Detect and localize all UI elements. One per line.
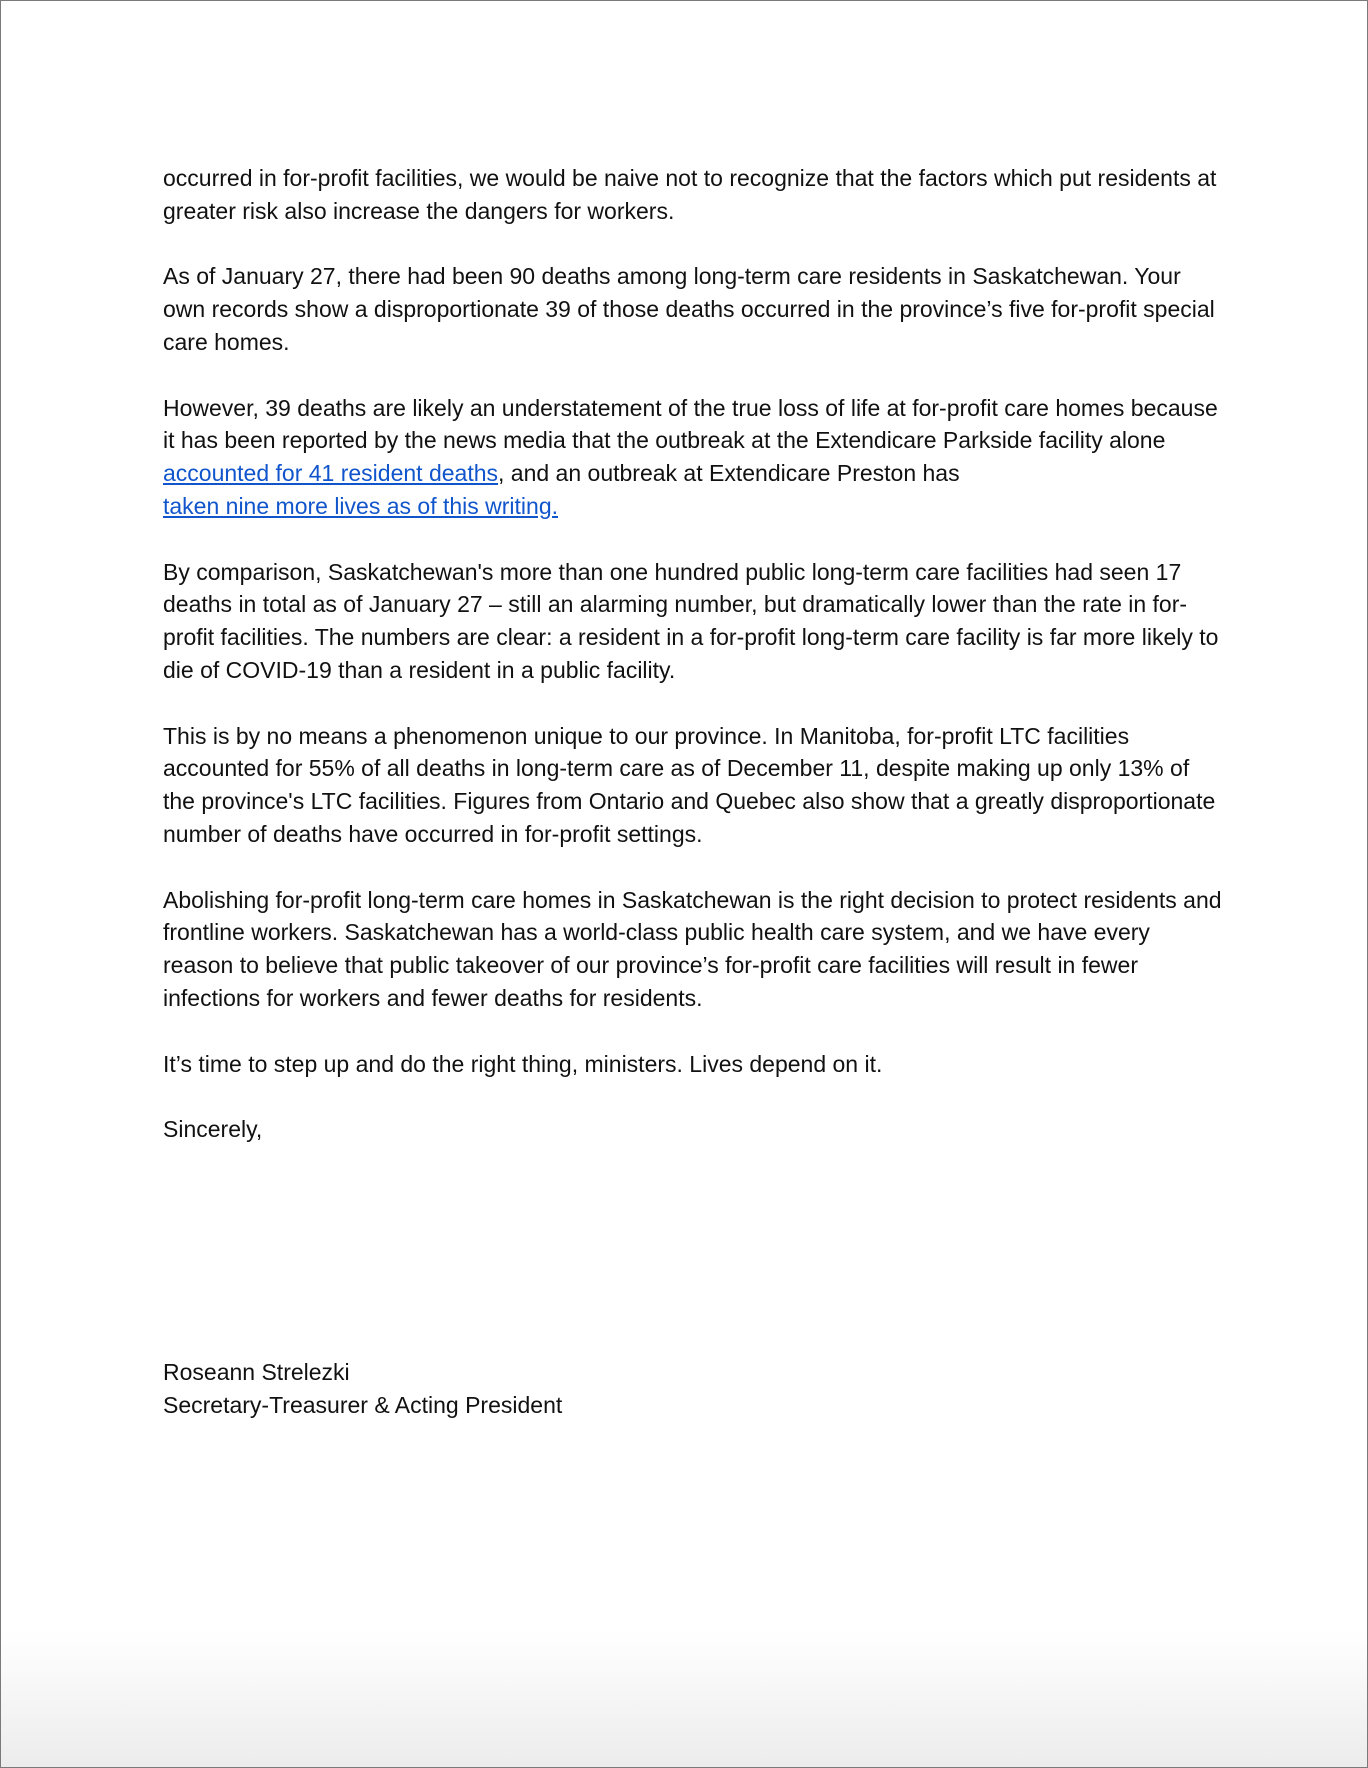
paragraph-5: This is by no means a phenomenon unique to our province. In Manitoba, for-profit LTC facilities accounted for 55% of all deaths in long-term care as of December 11, despite making up only 13% of the province's LTC facilities. Figures from Ontario and Quebec also show that a greatly disproportionate number of deaths have occurred in for-profit settings.	[163, 722, 1216, 847]
signer-name: Roseann Strelezki	[163, 1359, 350, 1385]
paragraph-2: As of January 27, there had been 90 deaths among long-term care residents in Saskatchewan. Your own records show a disproportionate 39 of those deaths occurred in the province’s five for-profit special care homes.	[163, 263, 1215, 355]
paragraph-6: Abolishing for-profit long-term care homes in Saskatchewan is the right decision to protect residents and frontline workers. Saskatchewan has a world-class public health care system, and we have every reason to believe that public takeover of our province’s for-profit care facilities will result in fewer infections for workers and fewer deaths for residents.	[163, 886, 1222, 1011]
closing-salutation: Sincerely,	[163, 1116, 263, 1143]
signature-block	[163, 1356, 562, 1422]
signer-title: Secretary-Treasurer & Acting President	[163, 1391, 563, 1418]
paragraph-3-text-a: However, 39 deaths are likely an understatement of the true loss of life at for-profit care homes because it has been reported by the news media that the outbreak at the Extendicare Parkside facility alone	[163, 394, 1218, 454]
paragraph-3	[163, 392, 1223, 523]
paragraph-1: occurred in for-profit facilities, we would be naive not to recognize that the factors which put residents at greater risk also increase the dangers for workers.	[163, 165, 1217, 224]
paragraph-3-text-b: , and an outbreak at Extendicare Preston has	[498, 460, 960, 487]
letter-body	[163, 162, 1223, 1146]
link-nine-more-lives[interactable]: taken nine more lives as of this writing.	[163, 492, 559, 519]
link-41-resident-deaths[interactable]: accounted for 41 resident deaths	[163, 460, 499, 487]
paragraph-7: It’s time to step up and do the right thing, ministers. Lives depend on it.	[163, 1050, 883, 1077]
paragraph-4: By comparison, Saskatchewan's more than one hundred public long-term care facilities had seen 17 deaths in total as of January 27 – still an alarming number, but dramatically lower than the rate in for-profit facilities. The numbers are clear: a resident in a for-profit long-term care facility is far more likely to die of COVID-19 than a resident in a public facility.	[163, 558, 1219, 683]
